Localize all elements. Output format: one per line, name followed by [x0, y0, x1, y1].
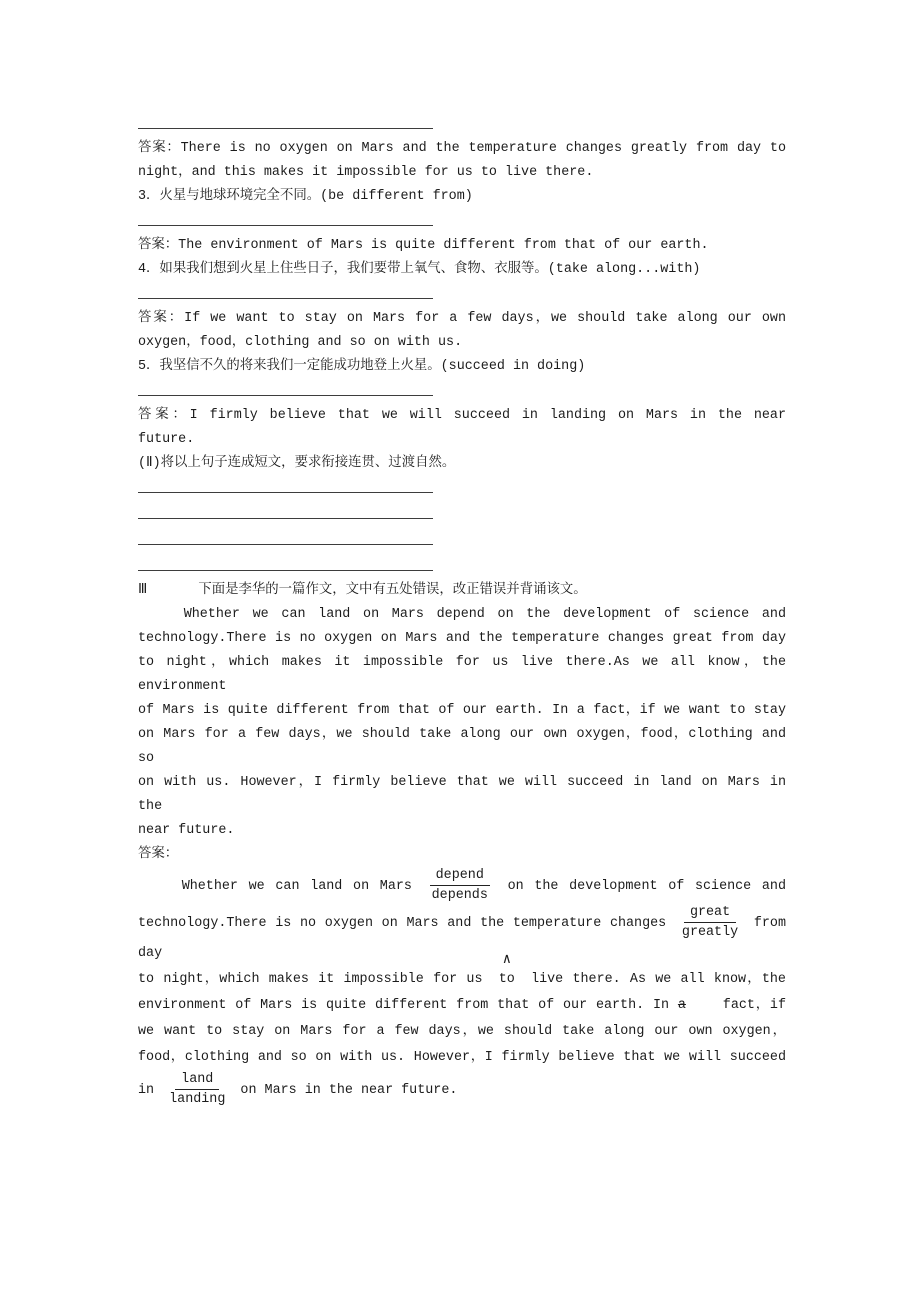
text-run: future. — [138, 432, 195, 447]
answer-3-line — [138, 331, 786, 355]
part-2-instruction — [138, 452, 786, 476]
corrected-essay-line — [138, 1019, 786, 1045]
essay-with-errors-line — [138, 603, 786, 627]
question-4 — [138, 258, 786, 282]
answer-label-line — [138, 843, 786, 867]
essay-with-errors-line — [138, 699, 786, 723]
essay-with-errors-line — [138, 723, 786, 771]
question-4-line — [138, 258, 786, 282]
text-run: to night，which makes it impossible for us live there.As we all know，the environment — [138, 655, 786, 694]
insertion-mark — [498, 952, 515, 993]
correction-fraction — [430, 867, 490, 904]
part-3-heading-line — [138, 579, 786, 603]
blank-answer-line — [138, 480, 433, 493]
inserted-word: to — [498, 972, 515, 987]
answer-4 — [138, 404, 786, 452]
essay-with-errors-line — [138, 819, 786, 843]
corrected-essay-line — [138, 993, 786, 1019]
corrected-essay-line — [138, 904, 786, 967]
text-run: on Mars in the near future. — [240, 1083, 458, 1099]
text-run: near future. — [138, 823, 235, 838]
text-run: technology.There is no oxygen on Mars and the temperature changes great from day — [138, 631, 786, 646]
corrected-word: depends — [431, 888, 488, 903]
question-5 — [138, 355, 786, 379]
corrected-essay-line — [138, 867, 786, 904]
answer-1-line — [138, 161, 786, 185]
answer-label — [138, 843, 786, 867]
text-run: 答案： — [138, 847, 179, 862]
answer-1 — [138, 137, 786, 185]
caret-icon: ∧ — [502, 952, 511, 968]
corrected-word: landing — [169, 1092, 226, 1107]
blank-answer-line — [138, 558, 433, 571]
corrected-essay-line — [138, 1045, 786, 1071]
wrong-word: depend — [430, 867, 490, 886]
text-run: food，clothing and so on with us. However，I firmly believe that we will succeed — [138, 1050, 786, 1065]
text-run: Whether we can land on Mars depend on the development of science and — [183, 607, 786, 622]
deleted-word: a — [677, 998, 686, 1013]
correction-fraction — [682, 904, 738, 941]
text-run: Whether we can land on Mars — [181, 879, 412, 895]
text-run: 答案：If we want to stay on Mars for a few days，we should take along our own — [138, 311, 786, 326]
text-run: to night，which makes it impossible for us — [138, 972, 483, 987]
blank-answer-line — [138, 286, 433, 299]
text-run: 答案：I firmly believe that we will succeed in landing on Mars in the near — [138, 408, 786, 423]
corrected-essay-line — [138, 1071, 786, 1108]
text-run: live there. As we all know，the — [531, 972, 786, 987]
blank-answer-line — [138, 213, 433, 226]
question-5-line — [138, 355, 786, 379]
corrected-essay-line — [138, 952, 786, 993]
essay-with-errors-line — [138, 771, 786, 819]
answer-4-line — [138, 404, 786, 428]
text-run: of Mars is quite different from that of our earth. In a fact，if we want to stay — [138, 703, 786, 718]
text-run: in — [138, 1083, 155, 1099]
text-run: (Ⅱ)将以上句子连成短文，要求衔接连贯、过渡自然。 — [138, 456, 456, 471]
blank-answer-line — [138, 383, 433, 396]
essay-with-errors — [138, 603, 786, 843]
wrong-word: land — [175, 1071, 219, 1090]
text-run: fact，if — [722, 998, 786, 1013]
answer-2-line — [138, 234, 786, 258]
text-run: night，and this makes it impossible for us to live there. — [138, 165, 594, 180]
text-run: 答案：There is no oxygen on Mars and the temperature changes greatly from day to — [138, 141, 786, 156]
text-run: we want to stay on Mars for a few days，we should take along our own oxygen， — [138, 1024, 786, 1039]
blank-answer-line — [138, 532, 433, 545]
blank-answer-line — [138, 116, 433, 129]
text-run: from day — [138, 916, 787, 961]
answer-3-line — [138, 307, 786, 331]
answer-3 — [138, 307, 786, 355]
text-run: technology.There is no oxygen on Mars and the temperature changes — [138, 916, 667, 932]
answer-4-line — [138, 428, 786, 452]
text-run: 3．火星与地球环境完全不同。(be different from) — [138, 189, 473, 204]
answer-1-line — [138, 137, 786, 161]
text-run: 答案：The environment of Mars is quite different from that of our earth. — [138, 238, 709, 253]
wrong-word: great — [684, 904, 736, 923]
correction-fraction — [169, 1071, 225, 1108]
essay-with-errors-line — [138, 627, 786, 651]
question-3 — [138, 185, 786, 209]
text-run: on with us. However，I firmly believe that we will succeed in land on Mars in the — [138, 775, 786, 814]
answer-2 — [138, 234, 786, 258]
blank-answer-line — [138, 506, 433, 519]
document-content — [138, 116, 786, 1108]
text-run: environment of Mars is quite different from that of our earth. In — [138, 998, 670, 1013]
corrected-word: greatly — [681, 925, 739, 940]
text-run: 下面是李华的一篇作文，文中有五处错误，改正错误并背诵该文。 — [198, 583, 587, 598]
part-3-heading — [138, 579, 786, 603]
text-run: 4．如果我们想到火星上住些日子，我们要带上氧气、食物、衣服等。(take along...with) — [138, 262, 701, 277]
text-run: on the development of science and — [507, 879, 787, 895]
question-3-line — [138, 185, 786, 209]
part-2-instruction-line — [138, 452, 786, 476]
corrected-essay — [138, 867, 786, 1108]
essay-with-errors-line — [138, 651, 786, 699]
text-run: Ⅲ — [138, 583, 148, 598]
text-run: 5．我坚信不久的将来我们一定能成功地登上火星。(succeed in doing) — [138, 359, 586, 374]
text-run: oxygen，food，clothing and so on with us. — [138, 335, 463, 350]
text-run: on Mars for a few days，we should take along our own oxygen，food，clothing and so — [138, 727, 786, 766]
